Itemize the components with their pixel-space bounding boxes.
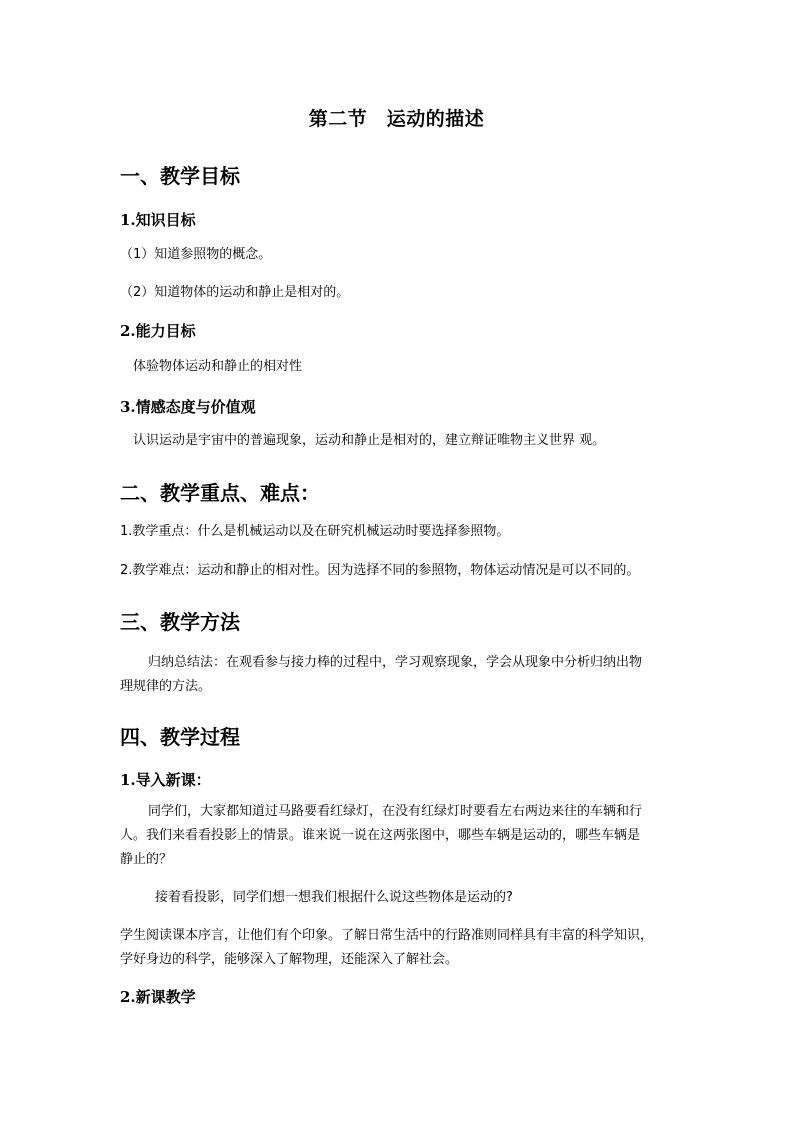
section-heading-objectives: 一、教学目标 bbox=[120, 164, 240, 188]
section-heading-process: 四、教学过程 bbox=[120, 725, 240, 749]
subsection-heading-ability: 2.能力目标 bbox=[120, 322, 196, 340]
subsection-heading-new-lesson: 2.新课教学 bbox=[120, 988, 196, 1006]
subsection-heading-knowledge: 1.知识目标 bbox=[120, 211, 196, 229]
subsection-heading-attitude: 3.情感态度与价值观 bbox=[120, 398, 256, 416]
document-title: 第二节 运动的描述 bbox=[308, 108, 485, 130]
subsection-heading-intro: 1.导入新课： bbox=[120, 771, 211, 789]
intro-para3-line-1: 学生阅读课本序言，让他们有个印象。了解日常生活中的行路准则同样具有丰富的科学知识， bbox=[120, 928, 654, 943]
methods-line-1: 归纳总结法：在观看参与接力棒的过程中，学习观察现象，学会从现象中分析归纳出物 bbox=[148, 655, 643, 670]
intro-para1-line-3: 静止的？ bbox=[120, 852, 173, 867]
intro-para1-line-2: 人。我们来看看投影上的情景。谁来说一说在这两张图中，哪些车辆是运动的，哪些车辆是 bbox=[120, 828, 641, 843]
intro-para3-line-2: 学好身边的科学，能够深入了解物理，还能深入了解社会。 bbox=[120, 952, 459, 967]
attitude-text: 认识运动是宇宙中的普遍现象，运动和静止是相对的，建立辩证唯物主义世界 观。 bbox=[133, 433, 606, 448]
section-heading-key-points: 二、教学重点、难点： bbox=[120, 481, 320, 505]
methods-line-2: 理规律的方法。 bbox=[120, 679, 212, 694]
intro-para1-line-1: 同学们，大家都知道过马路要看红绿灯，在没有红绿灯时要看左右两边来往的车辆和行 bbox=[148, 804, 643, 819]
difficulty-item: 2.教学难点：运动和静止的相对性。因为选择不同的参照物，物体运动情况是可以不同的。 bbox=[120, 563, 640, 578]
ability-text: 体验物体运动和静止的相对性 bbox=[133, 359, 303, 374]
section-heading-methods: 三、教学方法 bbox=[120, 610, 240, 634]
key-point-item: 1.教学重点：什么是机械运动以及在研究机械运动时要选择参照物。 bbox=[120, 524, 510, 539]
intro-para2: 接着看投影，同学们想一想我们根据什么说这些物体是运动的? bbox=[155, 890, 513, 905]
knowledge-item-1: （1）知道参照物的概念。 bbox=[120, 247, 272, 262]
knowledge-item-2: （2）知道物体的运动和静止是相对的。 bbox=[120, 285, 350, 300]
